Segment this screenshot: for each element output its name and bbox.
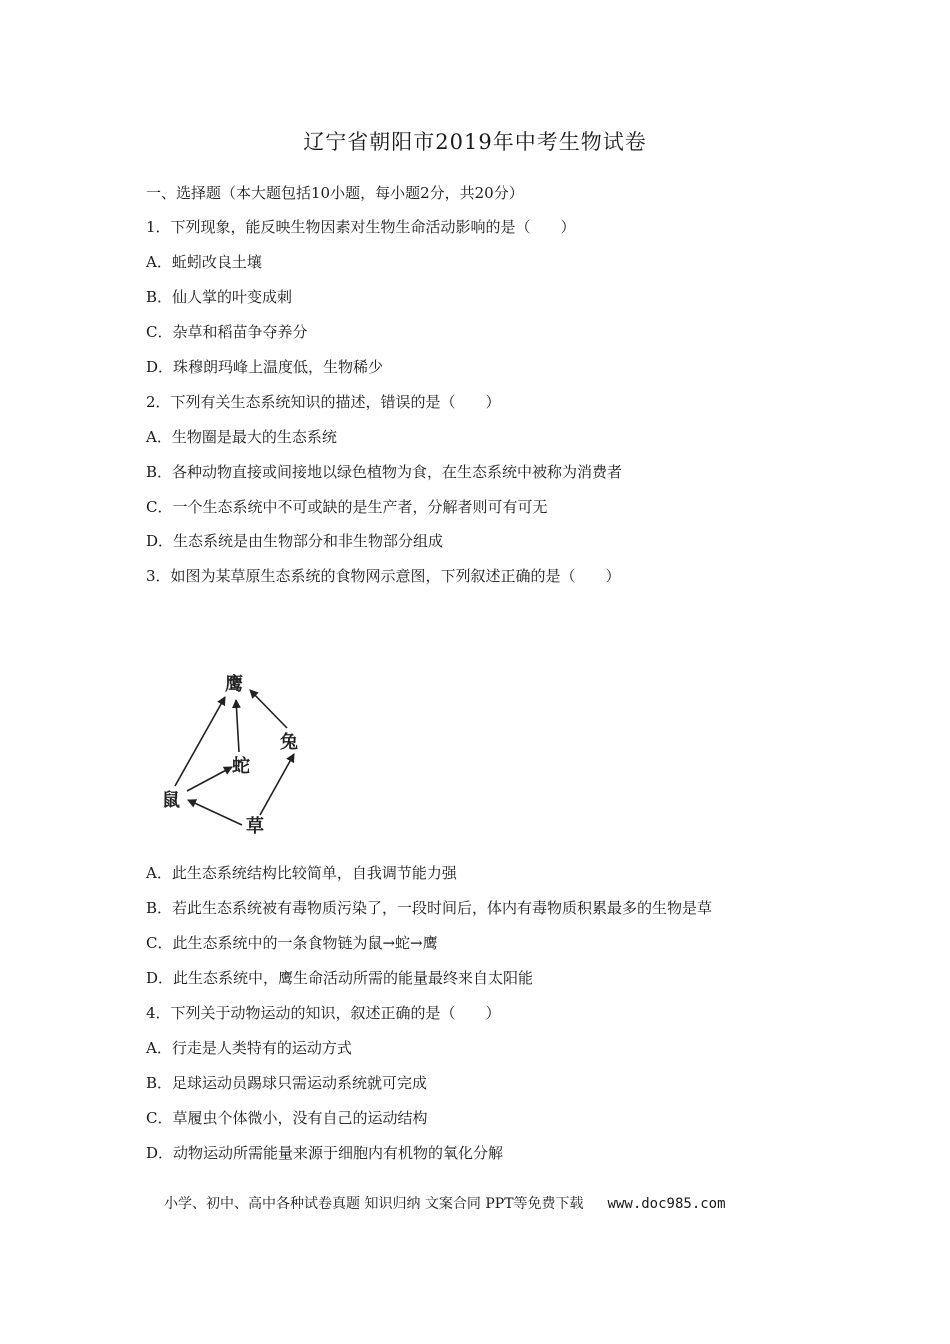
arrow-rabbit-eagle: [250, 690, 287, 728]
question-3-option-c: C．此生态系统中的一条食物链为鼠→蛇→鹰: [146, 934, 438, 952]
footer-text: 小学、初中、高中各种试卷真题 知识归纳 文案合同 PPT等免费下载: [164, 1196, 584, 1212]
node-eagle: 鹰: [225, 674, 243, 695]
arrow-grass-rabbit: [260, 754, 294, 815]
node-grass: 草: [246, 816, 264, 837]
question-3-option-a: A．此生态系统结构比较简单，自我调节能力强: [146, 864, 457, 882]
question-2-stem: 2．下列有关生态系统知识的描述，错误的是（ ）: [146, 393, 501, 411]
node-mouse: 鼠: [162, 790, 180, 811]
arrow-mouse-snake: [187, 767, 232, 791]
question-4-option-c: C．草履虫个体微小，没有自己的运动结构: [146, 1109, 428, 1127]
question-2-option-d: D．生态系统是由生物部分和非生物部分组成: [146, 532, 444, 550]
footer-site-link[interactable]: www.doc985.com: [607, 1196, 726, 1212]
question-3-option-b: B．若此生态系统被有毒物质污染了，一段时间后，体内有毒物质积累最多的生物是草: [146, 899, 713, 917]
page-title: 辽宁省朝阳市2019年中考生物试卷: [303, 130, 647, 154]
question-2-option-a: A．生物圈是最大的生态系统: [146, 428, 337, 446]
question-2-option-b: B．各种动物直接或间接地以绿色植物为食，在生态系统中被称为消费者: [146, 463, 623, 481]
question-2-option-c: C．一个生态系统中不可或缺的是生产者，分解者则可有可无: [146, 498, 548, 516]
food-web-diagram: [150, 660, 320, 845]
question-1-stem: 1．下列现象，能反映生物因素对生物生命活动影响的是（ ）: [146, 218, 576, 236]
question-4-stem: 4．下列关于动物运动的知识，叙述正确的是（ ）: [146, 1004, 501, 1022]
question-4-option-d: D．动物运动所需能量来源于细胞内有机物的氧化分解: [146, 1144, 504, 1162]
question-1-option-a: A．蚯蚓改良土壤: [146, 253, 262, 271]
page-footer: [164, 1193, 726, 1213]
arrow-snake-eagle: [236, 700, 239, 752]
arrow-grass-mouse: [188, 800, 242, 825]
section-heading: 一、选择题（本大题包括10小题，每小题2分，共20分）: [146, 184, 524, 202]
question-4-option-a: A．行走是人类特有的运动方式: [146, 1039, 352, 1057]
question-1-option-c: C．杂草和稻苗争夺养分: [146, 323, 308, 341]
question-1-option-b: B．仙人掌的叶变成刺: [146, 288, 293, 306]
question-4-option-b: B．足球运动员踢球只需运动系统就可完成: [146, 1074, 428, 1092]
question-3-stem: 3．如图为某草原生态系统的食物网示意图，下列叙述正确的是（ ）: [146, 567, 621, 585]
question-1-option-d: D．珠穆朗玛峰上温度低，生物稀少: [146, 358, 384, 376]
node-snake: 蛇: [232, 756, 250, 777]
node-rabbit: 兔: [280, 732, 298, 753]
arrow-mouse-eagle: [175, 697, 225, 786]
question-3-option-d: D．此生态系统中，鹰生命活动所需的能量最终来自太阳能: [146, 969, 534, 987]
